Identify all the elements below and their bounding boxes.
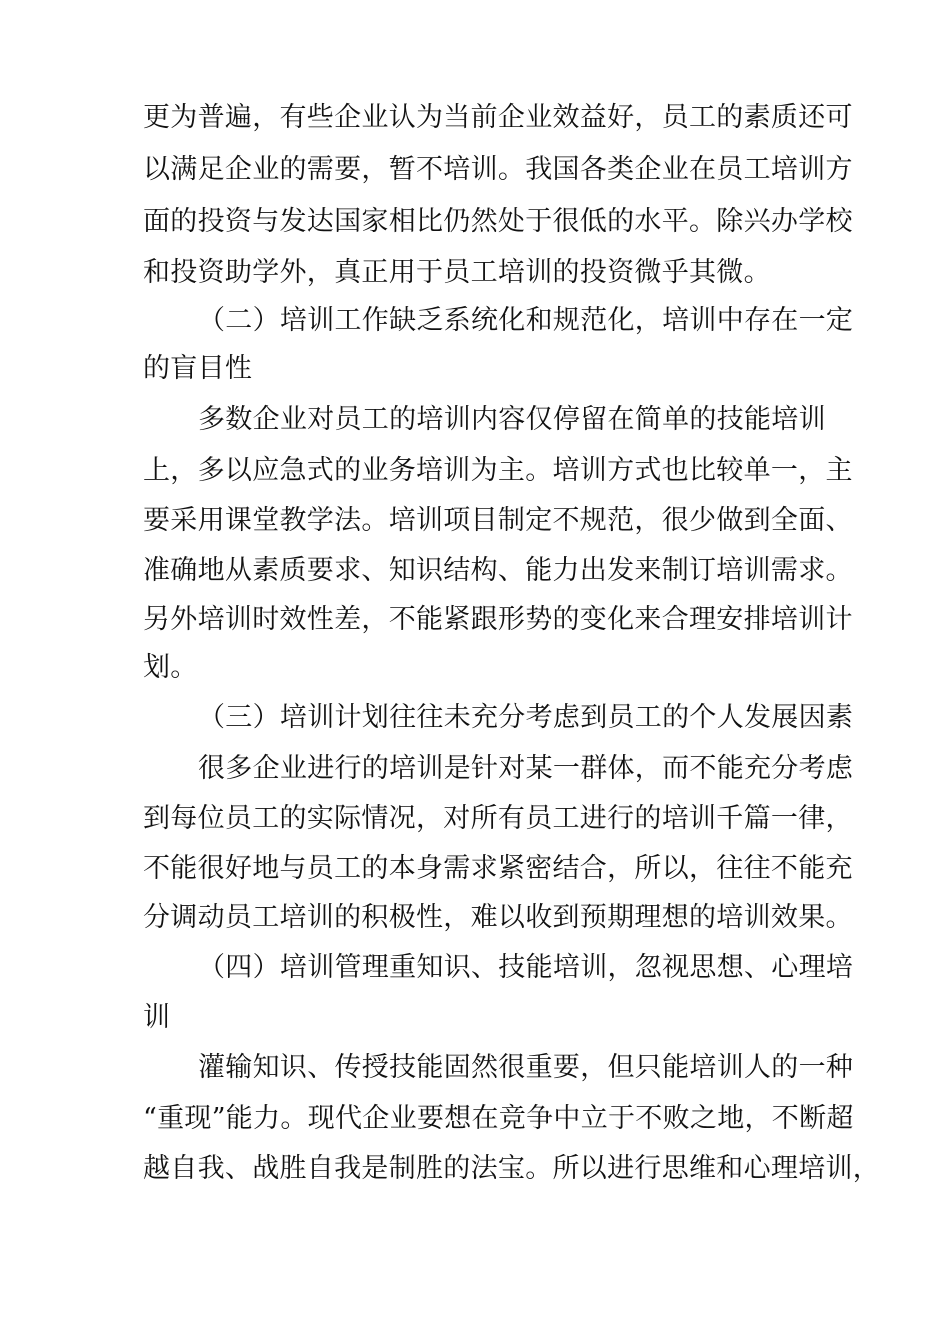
text-line: 和投资助学外，真正用于员工培训的投资微乎其微。	[143, 257, 771, 288]
text-line: 面的投资与发达国家相比仍然处于很低的水平。除兴办学校	[143, 206, 853, 237]
text-line: 要采用课堂教学法。培训项目制定不规范，很少做到全面、	[143, 505, 853, 536]
section-heading-2: （二）培训工作缺乏系统化和规范化，培训中存在一定	[198, 305, 854, 336]
text-line: 准确地从素质要求、知识结构、能力出发来制订培训需求。	[143, 555, 853, 586]
text-line: 不能很好地与员工的本身需求紧密结合，所以，往往不能充	[143, 853, 853, 884]
text-line: 划。	[143, 652, 198, 683]
section-heading-3: （三）培训计划往往未充分考虑到员工的个人发展因素	[198, 702, 854, 733]
section-heading-4: （四）培训管理重知识、技能培训，忽视思想、心理培	[198, 952, 854, 983]
text-line: 灌输知识、传授技能固然很重要，但只能培训人的一种	[198, 1052, 854, 1083]
text-line: “重现”能力。现代企业要想在竞争中立于不败之地，不断超	[143, 1103, 854, 1134]
text-line: 越自我、战胜自我是制胜的法宝。所以进行思维和心理培训，	[143, 1153, 881, 1184]
section-heading-4-cont: 训	[143, 1002, 171, 1033]
text-line: 分调动员工培训的积极性，难以收到预期理想的培训效果。	[143, 902, 853, 933]
text-line: 另外培训时效性差，不能紧跟形势的变化来合理安排培训计	[143, 604, 853, 635]
text-line: 到每位员工的实际情况，对所有员工进行的培训千篇一律，	[143, 803, 853, 834]
section-heading-2-cont: 的盲目性	[143, 353, 253, 384]
text-line: 以满足企业的需要，暂不培训。我国各类企业在员工培训方	[143, 154, 853, 185]
text-line: 上，多以应急式的业务培训为主。培训方式也比较单一，主	[143, 455, 853, 486]
text-line: 很多企业进行的培训是针对某一群体，而不能充分考虑	[198, 753, 854, 784]
text-line: 更为普遍，有些企业认为当前企业效益好，员工的素质还可	[143, 102, 853, 133]
text-line: 多数企业对员工的培训内容仅停留在简单的技能培训	[198, 404, 826, 435]
